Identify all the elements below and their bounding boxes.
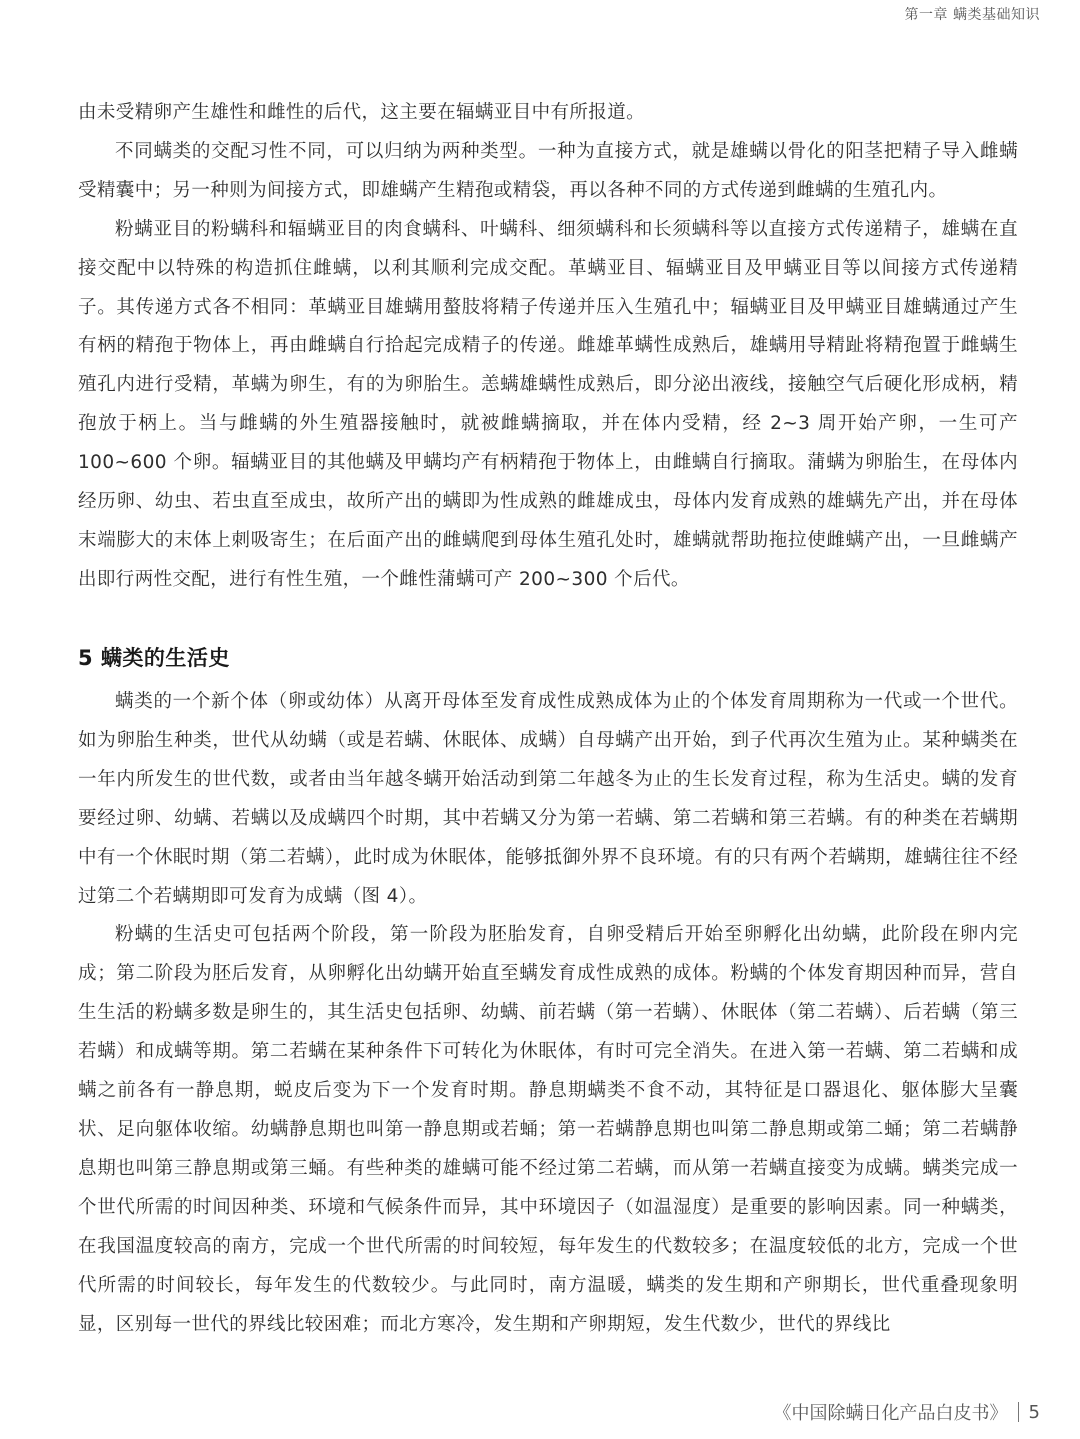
- book-title: 《中国除螨日化产品白皮书》: [773, 1403, 1008, 1424]
- page-footer: [774, 1399, 1040, 1425]
- paragraph-acaridae-life-cycle: 粉螨的生活史可包括两个阶段，第一阶段为胚胎发育，自卵受精后开始至卵孵化出幼螨，此阶段在卵内完成；第二阶段为胚后发育，从卵孵化出幼螨开始直至螨发育成性成熟的成体。粉螨的个体发育期因种而异，营自生生活的粉螨多数是卵生的，其生活史包括卵、幼螨、前若螨（第一若螨）、休眠体（第二若螨）、后若螨（第三若螨）和成螨等期。第二若螨在某种条件下可转化为休眠体，有时可完全消失。在进入第一若螨、第二若螨和成螨之前各有一静息期，蜕皮后变为下一个发育时期。静息期螨类不食不动，其特征是口器退化、躯体膨大呈囊状、足向躯体收缩。幼螨静息期也叫第一静息期或若蛹；第一若螨静息期也叫第二静息期或第二蛹；第二若螨静息期也叫第三静息期或第三蛹。有些种类的雄螨可能不经过第二若螨，而从第一若螨直接变为成螨。螨类完成一个世代所需的时间因种类、环境和气候条件而异，其中环境因子（如温湿度）是重要的影响因素。同一种螨类，在我国温度较高的南方，完成一个世代所需的时间较短，每年发生的代数较多；在温度较低的北方，完成一个世代所需的时间较长，每年发生的代数较少。与此同时，南方温暖，螨类的发生期和产卵期长，世代重叠现象明显，区别每一世代的界线比较困难；而北方寒冷，发生期和产卵期短，发生代数少，世代的界线比: [78, 924, 1018, 1335]
- paragraph-life-cycle: 螨类的一个新个体（卵或幼体）从离开母体至发育成性成熟成体为止的个体发育周期称为一代或一个世代。如为卵胎生种类，世代从幼螨（或是若螨、休眠体、成螨）自母螨产出开始，到子代再次生殖为止。某种螨类在一年内所发生的世代数，或者由当年越冬螨开始活动到第二年越冬为止的生长发育过程，称为生活史。螨的发育要经过卵、幼螨、若螨以及成螨四个时期，其中若螨又分为第一若螨、第二若螨和第三若螨。有的种类在若螨期中有一个休眠时期（第二若螨），此时成为休眠体，能够抵御外界不良环境。有的只有两个若螨期，雄螨往往不经过第二个若螨期即可发育为成螨（图 4）。: [78, 691, 1018, 907]
- footer-divider: [1018, 1402, 1019, 1422]
- paragraph-sperm-transfer: 粉螨亚目的粉螨科和辐螨亚目的肉食螨科、叶螨科、细须螨科和长须螨科等以直接方式传递精子，雄螨在直接交配中以特殊的构造抓住雌螨，以利其顺利完成交配。革螨亚目、辐螨亚目及甲螨亚目等以间接方式传递精子。其传递方式各不相同：革螨亚目雄螨用螯肢将精子传递并压入生殖孔中；辐螨亚目及甲螨亚目雄螨通过产生有柄的精孢于物体上，再由雌螨自行拾起完成精子的传递。雌雄革螨性成熟后，雄螨用导精趾将精孢置于雌螨生殖孔内进行受精，革螨为卵生，有的为卵胎生。恙螨雄螨性成熟后，即分泌出液线，接触空气后硬化形成柄，精孢放于柄上。当与雌螨的外生殖器接触时，就被雌螨摘取，并在体内受精，经 2~3 周开始产卵，一生可产 100~600 个卵。辐螨亚目的其他螨及甲螨均产有柄精孢于物体上，由雌螨自行摘取。蒲螨为卵胎生，在母体内经历卵、幼虫、若虫直至成虫，故所产出的螨即为性成熟的雌雄成虫，母体内发育成熟的雄螨先产出，并在母体末端膨大的末体上刺吸寄生；在后面产出的雌螨爬到母体生殖孔处时，雄螨就帮助拖拉使雌螨产出，一旦雌螨产出即行两性交配，进行有性生殖，一个雌性蒲螨可产 200~300 个后代。: [78, 218, 1018, 590]
- running-header: 第一章 螨类基础知识: [904, 7, 1040, 23]
- section-text-block: [78, 683, 1018, 1344]
- paragraph-continuation: 由未受精卵产生雄性和雌性的后代，这主要在辐螨亚目中有所报道。: [78, 102, 646, 123]
- paragraph-mating-types: 不同螨类的交配习性不同，可以归纳为两种类型。一种为直接方式，就是雄螨以骨化的阳茎把精子导入雌螨受精囊中；另一种则为间接方式，即雄螨产生精孢或精袋，再以各种不同的方式传递到雌螨的生殖孔内。: [78, 140, 1018, 201]
- page-number: 5: [1028, 1401, 1040, 1423]
- section-heading: 5 螨类的生活史: [78, 646, 230, 670]
- intro-text-block: [78, 94, 1018, 600]
